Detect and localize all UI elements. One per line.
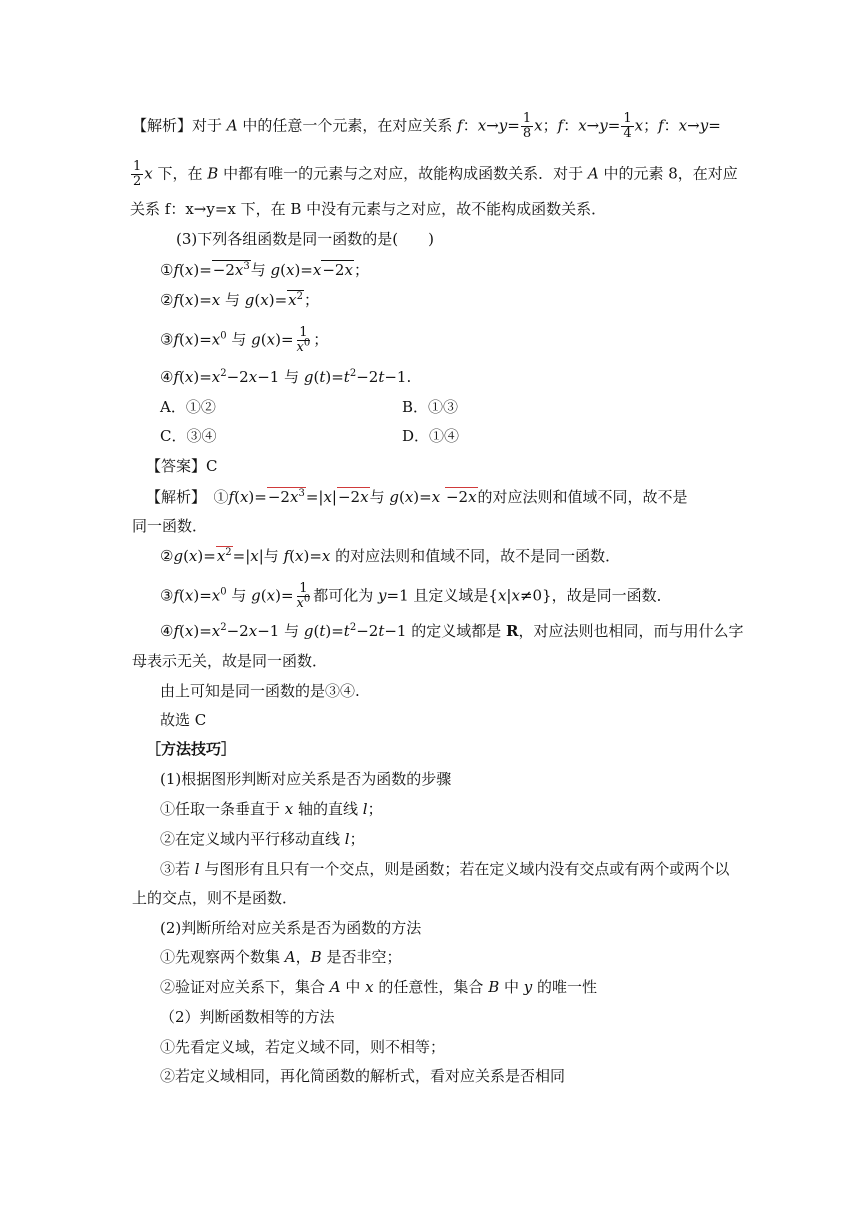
methods-line1: (1)根据图形判断对应关系是否为函数的步骤 (160, 770, 452, 788)
question-item-2: ②f(x)=x 与 $g(x)=x^2$； (160, 291, 319, 309)
option-b: B．①③ (402, 398, 459, 416)
option-d: D．①④ (402, 427, 460, 445)
analysis2-line6: 母表示无关，故是同一函数． (132, 652, 328, 670)
methods-line8: ②验证对应关系下，集合 A 中 x 的任意性，集合 B 中 y 的唯一性 (160, 978, 598, 996)
analysis2-line8: 故选 C (160, 711, 207, 729)
option-a: A．①② (160, 398, 216, 416)
methods-line3: ②在定义域内平行移动直线 l； (160, 830, 365, 848)
answer-line: 【答案】C (146, 457, 218, 475)
option-c: C．③④ (160, 427, 217, 445)
question-item-1: $①f(x)=-2x^3$与 g(x)=x−2x； (160, 261, 369, 279)
analysis2-line1: 【解析】 $①f(x)=-2x^3=|x|-2x$与 g(x)=x −2x的对应法则和值域不同，故不是 (146, 488, 688, 506)
methods-line6: (2)判断所给对应关系是否为函数的方法 (160, 919, 422, 937)
analysis1-line1: 【解析】对于 A 中的任意一个元素，在对应关系 f：x→y= $\frac{1}{8}$ x；f：x→y= $\frac{1}{4}$ x；f：x→y= (132, 111, 721, 141)
methods-line4: ③若 l 与图形有且只有一个交点，则是函数；若在定义域内没有交点或有两个或两个以 (160, 860, 730, 878)
analysis2-line7: 由上可知是同一函数的是③④. (160, 682, 360, 700)
analysis1-line2: $\frac{1}{2}$ x 下，在 B 中都有唯一的元素与之对应，故能构成函数关系．对于 A 中的元素 8，在对应 (133, 159, 738, 189)
methods-line10: ①先看定义域，若定义域不同，则不相等； (160, 1038, 446, 1056)
analysis2-line4: $③f(x)=x^0$ 与 g(x)= $\frac{1}{x^0}$ 都可化为 y=1 且定义域是{x|x≠0}，故是同一函数． (160, 581, 672, 611)
analysis2-label: 【解析】 (146, 488, 199, 506)
methods-line7: ①先观察两个数集 A，B 是否非空； (160, 948, 402, 966)
question-stem: (3)下列各组函数是同一函数的是( ) (176, 230, 434, 248)
question-item-3: $③f(x)=x^0$ 与 g(x)= $\frac{1}{x^0}$ ； (160, 325, 329, 355)
methods-heading: ［方法技巧］ (146, 740, 237, 758)
analysis2-line5: $④f(x)=x^2-2x-1$ 与 $g(t)=t^2-2t-1$ 的定义域都是 R，对应法则也相同，而与用什么字 (160, 622, 744, 640)
analysis2-line2: 同一函数． (132, 517, 208, 535)
methods-line11: ②若定义域相同，再化简函数的解析式，看对应关系是否相同 (160, 1067, 566, 1085)
methods-line5: 上的交点，则不是函数． (132, 889, 298, 907)
question-item-4: $④f(x)=x^2-2x-1$ 与 $g(t)=t^2-2t-1$. (160, 368, 412, 386)
analysis2-line3: $②g(x)=x^2=|x|$与 f(x)=x 的对应法则和值域不同，故不是同一函数． (160, 547, 621, 565)
methods-line2: ①任取一条垂直于 x 轴的直线 l； (160, 800, 383, 818)
methods-line9: （2）判断函数相等的方法 (160, 1008, 335, 1026)
analysis1-line3: 关系 f：x→y=x 下，在 B 中没有元素与之对应，故不能构成函数关系． (130, 200, 607, 218)
